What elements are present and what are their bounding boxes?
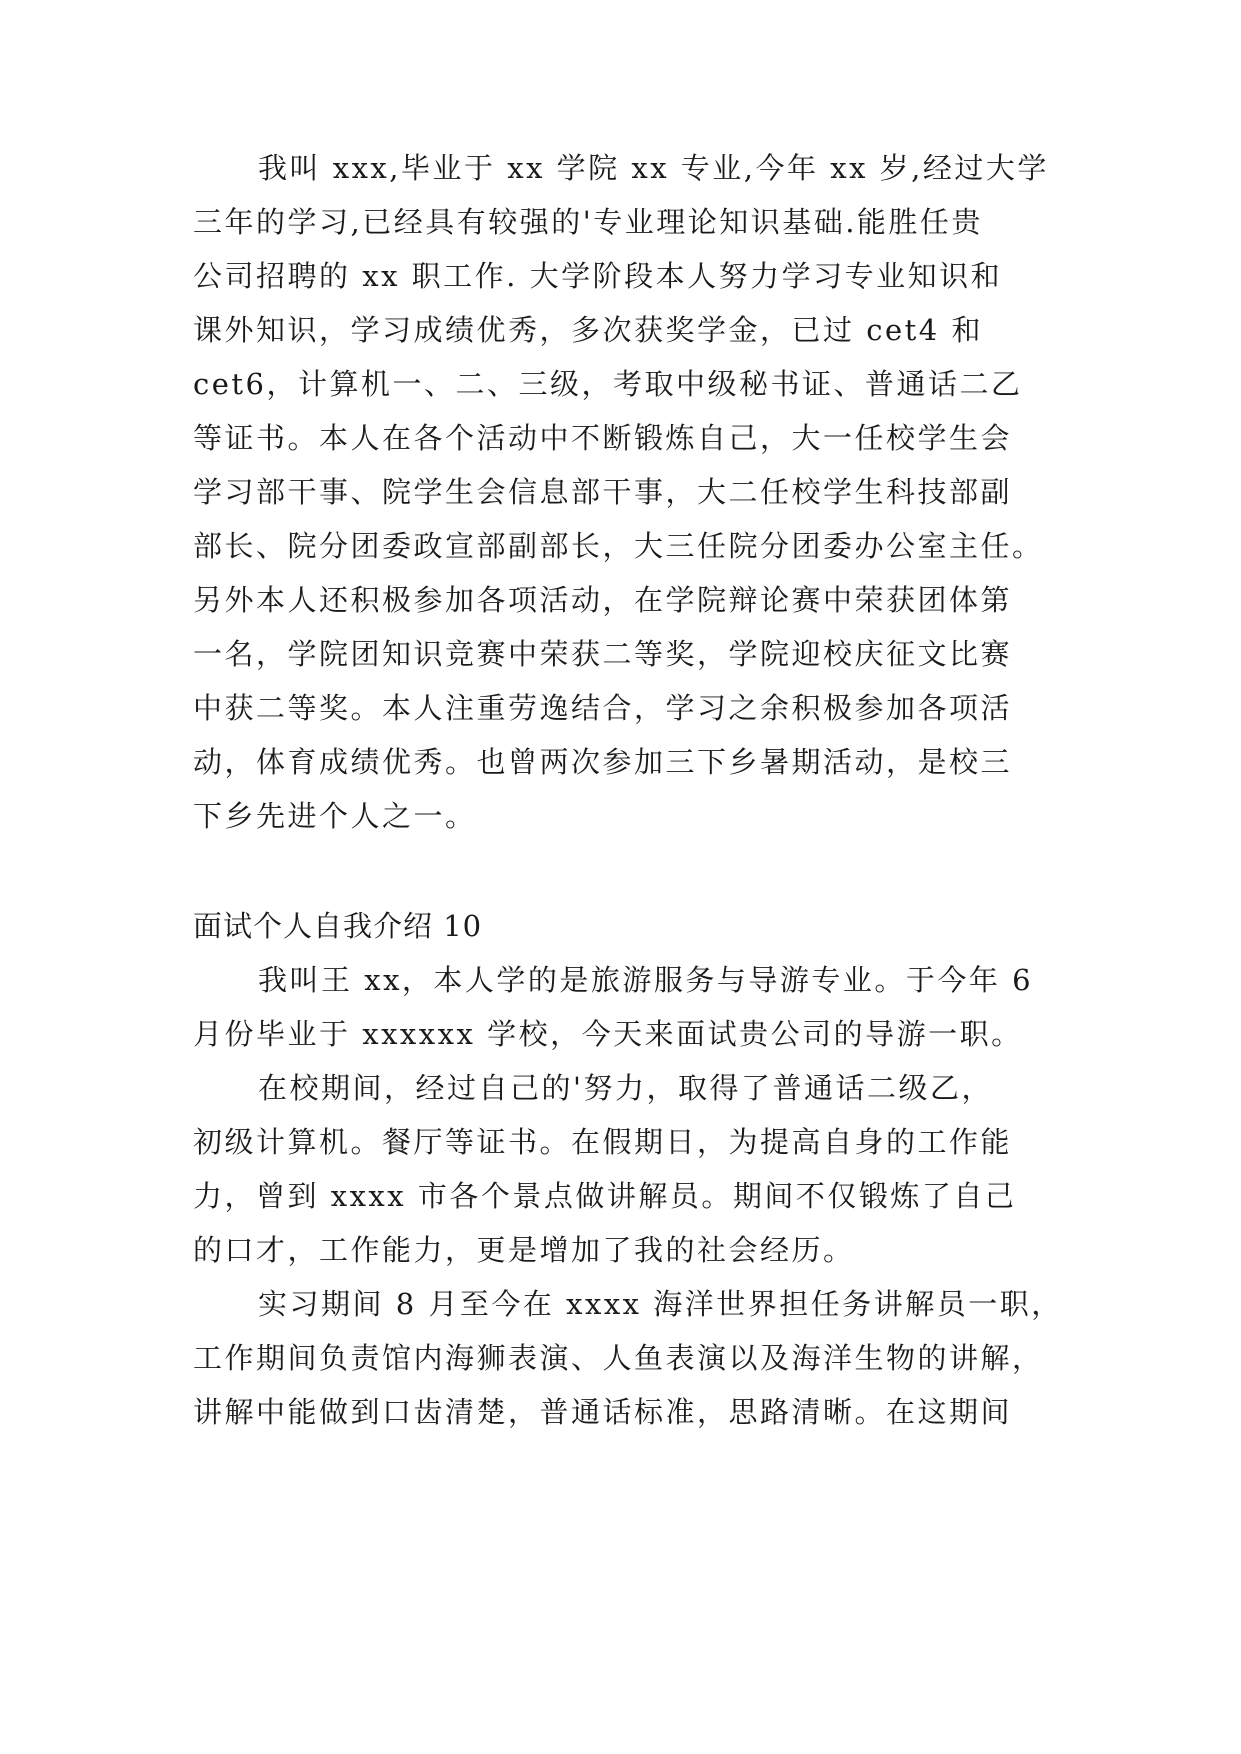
paragraph-3-line-2: 初级计算机。餐厅等证书。在假期日，为提高自身的工作能	[193, 1125, 1013, 1159]
paragraph-1-line-6: 等证书。本人在各个活动中不断锻炼自己，大一任校学生会	[193, 421, 1013, 455]
paragraph-2-line-1: 我叫王 xx，本人学的是旅游服务与导游专业。于今年 6	[258, 963, 1034, 997]
paragraph-1-line-10: 一名，学院团知识竞赛中荣获二等奖，学院迎校庆征文比赛	[193, 637, 1013, 671]
paragraph-1-line-1: 我叫 xxx,毕业于 xx 学院 xx 专业,今年 xx 岁,经过大学	[258, 151, 1049, 185]
paragraph-3-line-4: 的口才，工作能力，更是增加了我的社会经历。	[193, 1233, 855, 1267]
paragraph-1-line-8: 部长、院分团委政宣部副部长，大三任院分团委办公室主任。	[193, 529, 1044, 563]
paragraph-1-line-11: 中获二等奖。本人注重劳逸结合，学习之余积极参加各项活	[193, 691, 1013, 725]
paragraph-1-line-12: 动，体育成绩优秀。也曾两次参加三下乡暑期活动，是校三	[193, 745, 1013, 779]
paragraph-4-line-3: 讲解中能做到口齿清楚，普通话标准，思路清晰。在这期间	[193, 1395, 1013, 1429]
section-heading: 面试个人自我介绍 10	[193, 909, 483, 943]
paragraph-1-line-3: 公司招聘的 xx 职工作. 大学阶段本人努力学习专业知识和	[193, 259, 1003, 293]
paragraph-1-line-4: 课外知识，学习成绩优秀，多次获奖学金，已过 cet4 和	[193, 313, 983, 347]
paragraph-2-line-2: 月份毕业于 xxxxxx 学校，今天来面试贵公司的导游一职。	[193, 1017, 1023, 1051]
paragraph-3-line-1: 在校期间，经过自己的'努力，取得了普通话二级乙，	[258, 1071, 993, 1105]
paragraph-4-line-1: 实习期间 8 月至今在 xxxx 海洋世界担任务讲解员一职，	[258, 1287, 1063, 1321]
paragraph-3-line-3: 力，曾到 xxxx 市各个景点做讲解员。期间不仅锻炼了自己	[193, 1179, 1017, 1213]
paragraph-4-line-2: 工作期间负责馆内海狮表演、人鱼表演以及海洋生物的讲解，	[193, 1341, 1044, 1375]
paragraph-1-line-7: 学习部干事、院学生会信息部干事，大二任校学生科技部副	[193, 475, 1013, 509]
paragraph-1-line-9: 另外本人还积极参加各项活动，在学院辩论赛中荣获团体第	[193, 583, 1013, 617]
paragraph-1-line-2: 三年的学习,已经具有较强的'专业理论知识基础.能胜任贵	[193, 205, 983, 239]
paragraph-1-line-5: cet6，计算机一、二、三级，考取中级秘书证、普通话二乙	[193, 367, 1023, 401]
paragraph-1-line-13: 下乡先进个人之一。	[193, 799, 477, 833]
